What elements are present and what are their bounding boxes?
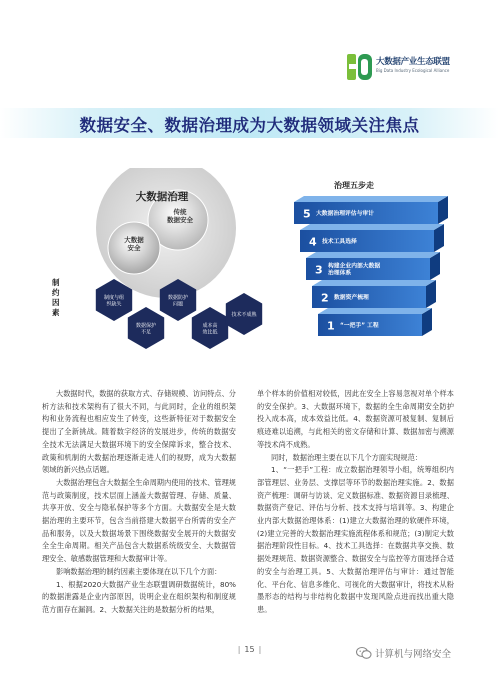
step-top [294,196,448,202]
venn-left-label: 大数据安全 [124,236,144,252]
step-number: 1 [327,319,335,333]
step-number: 2 [321,291,329,305]
step-block [300,230,434,252]
step-top [318,308,432,314]
step-label: 数据资产梳理 [334,295,369,301]
alliance-logo [346,52,466,82]
step-top [300,224,444,230]
body-paragraph: 同时，数据治理主要在以下几个方面实现规范： [271,452,422,462]
step-number: 4 [309,235,317,249]
logo-english: Big Data Industry Ecological Alliance [376,68,450,73]
body-paragraph: 单个样本的价值相对较低，因此在安全上容易忽视对单个样本的安全保护。3、大数据环境下，数据的全生命周期安全防护投入成本高，成本效益比低。4、数据资源可被复制、复制后痕迹难以追溯，与此相关的密文存储和计算、数据加密与溯源等技术尚不成熟。 [257,389,454,449]
governance-diagram [38,168,468,378]
body-paragraph: 影响数据治理的制约因素主要体现在以下几个方面： [56,566,222,576]
left-column [42,388,236,617]
wechat-icon [356,646,372,660]
logo-name: 大数据产业生态联盟 [376,57,450,67]
step-label: “一把手” 工程 [340,323,379,329]
factor-label: 制度与组织缺失 [103,294,125,308]
factors-label: 制约因素 [52,278,60,317]
step-top [306,252,440,258]
step-number: 3 [315,263,323,277]
page-number-value: 15 [244,645,255,654]
factor-label: 技术不成熟 [231,312,257,318]
step-label: 技术工具选择 [322,239,357,245]
right-column [257,388,454,617]
step-top [312,280,436,286]
body-paragraph: 1、根据2020大数据产业生态联盟调研数据统计，80%的数据泄露是企业内部原因，说明企业在组织架构和制度规范方面存在漏洞。2、大数据关注的是数据分析的结果， [42,579,236,614]
watermark-text: 计算机与网络安全 [375,649,452,660]
body-paragraph: 大数据治理包含大数据全生命周期内使用的技术、管理规范与政策制度，技术层面上涵盖大数据管理、存储、质量、共享开放、安全与隐私保护等多个方面。大数据安全是大数据治理的主要环节，包含当前搭建大数据平台所需的安全产品和服务，以及大数据场景下围绕数据安全展开的大数据安全全生命周期。相关产品包含大数据系统级安全、大数据管理安全、敏感数据管理和大数据审计等。 [42,477,236,564]
body-paragraph: 大数据时代，数据的获取方式、存储规模、访问特点、分析方法和技术架构有了很大不同，与此同时，企业的组织架构和业务流程也相应发生了转变，这些新特征对于数据安全提出了全新挑战。随着数字经济的发展进步，传统的数据安全技术无法满足大数据环境下的安全保障诉求，整合技术、政策和机制的大数据治理逐渐走进人们的视野，成为大数据领域的新兴热点话题。 [42,389,236,475]
alliance-logo-icon [346,52,374,82]
factor-label: 成本高效比低 [202,322,218,336]
step-label: 大数据治理评估与审计 [316,211,374,217]
factor-label: 数据防护问题 [167,294,189,308]
venn-outer-label: 大数据治理 [135,191,189,203]
article-title: 数据安全、数据治理成为大数据领域关注焦点 [79,116,420,135]
venn-top-label: 传统数据安全 [167,208,193,224]
page-number: | 15 | [237,645,262,654]
step-number: 5 [303,207,311,221]
factor-label: 数据保护不足 [135,322,157,336]
steps-title: 治理五步走 [334,181,374,190]
step-label: 构建企业内部大数据治理体系 [328,263,381,277]
wechat-watermark [356,645,496,661]
body-paragraph: 1、“一把手”工程：成立数据治理领导小组，统筹组织内部管理层、业务层、支撑层等环节的数据治理实施。2、数据资产梳理：调研与访谈、定义数据标准、数据资源目录梳理、数据资产登记、评估与分析、技术支持与培训等。3、构建企业内部大数据治理体系：(1)建立大数据治理的软硬件环境，(2)建立完善的大数据治理实施流程体系和规范；(3)制定大数据治理阶段性目标。4、技术工具选择：在数据共享交换、数据处理规范、数据资源整合、数据安全与监控等方面选择合适的安全与治理工具。5、大数据治理评估与审计：通过智能化、平台化、信息多维化、可视化的大数据审计，将技术从粉墨形态的结构与非结构化数据中发现风险点进而找出重大隐患。 [257,465,454,614]
step-block [312,286,426,308]
